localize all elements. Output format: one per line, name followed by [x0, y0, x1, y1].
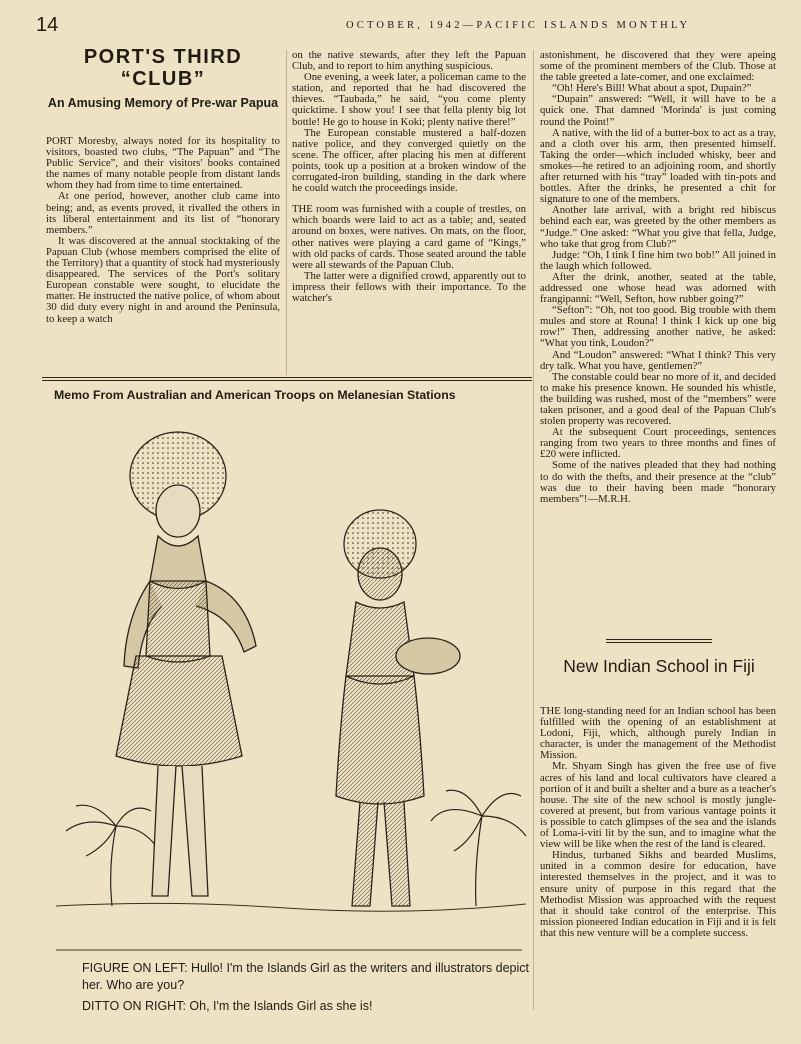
paragraph: Judge: “Oh, I tink I fine him two bob!” All joined in the laugh which followed.: [540, 248, 776, 272]
paragraph: It was discovered at the annual stocktaking of the Papuan Club (whose members comprised the elite of the Territory) that a quantity of stock had mysteriously disappeared. The services of the Port's solitary European constable were sought, to elucidate the matter. He instructed the native police, of whom about 30 did duty every night in and around the Peninsula, to keep a watch: [46, 234, 280, 325]
paragraph: The European constable mustered a half-dozen native police, and they converged quietly on the scene. The officer, after placing his men at different points, took up a position at a broken window of the corrugated-iron building, standing in the dark where he could watch the proceedings inside.: [292, 126, 526, 195]
paragraph: And “Loudon” answered: “What I think? This very dry talk. What you have, gentlemen?”: [540, 348, 776, 372]
article2-column: [540, 706, 776, 1018]
article-divider: [606, 642, 712, 643]
paragraph: THE long-standing need for an Indian school has been fulfilled with the opening of an establishment at Lodoni, Fiji, which, although purely Indian in character, is under the management of the Methodist Mission.: [540, 705, 776, 762]
paragraph: PORT Moresby, always noted for its hospitality to visitors, boasted two clubs, “The Papuan” and “The Public Service”, and their visitors' books contained the names of many notable people from distant lands whom they had from time to time entertained.: [46, 135, 280, 192]
caption-right-figure: DITTO ON RIGHT: Oh, I'm the Islands Girl as she is!: [82, 999, 373, 1013]
article1-column-2: [292, 50, 526, 368]
article-subtitle-papua: An Amusing Memory of Pre-war Papua: [47, 96, 279, 110]
paragraph: After the drink, another, seated at the table, addressed one whose head was adorned with frangipanni: “Well, Sefton, how rubber going?”: [540, 270, 776, 306]
article1-column-3: [540, 50, 776, 636]
paragraph: Mr. Shyam Singh has given the free use of five acres of his land and local cultivators have cleared a portion of it and built a shelter and a bure as a teacher's house. The site of the new school is mostly jungle-covered at present, but from various vantage points it is possible to catch glimpses of the sea and the islands of Loma-i-viti lit by the sun, and to imagine what the view will be like when the rest of the land is cleared.: [540, 760, 776, 851]
figure-right-islands-girl: [336, 510, 460, 906]
paragraph: Hindus, turbaned Sikhs and bearded Muslims, united in a common desire for education, have interested themselves in the project, and it was to ensure unity of purpose in this regard that the Methodist Mission was approached with the request that it should take control of the enterprise. This mission pioneered Indian education in Fiji and it is felt that this new venture will be a complete success.: [540, 849, 776, 939]
article-title-port-club: PORT'S THIRD “CLUB”: [83, 46, 243, 90]
islands-girls-illustration: [46, 406, 532, 952]
paragraph: A native, with the lid of a butter-box to act as a tray, and a cloth over his arm, then presented himself. Taking the order—which included whisky, beer and smokes—he retired to an adjoining room, and shortly after returned with his “tray” loaded with tin-pots and bottles. After the drinks, he presented a chit for signature to one of the members.: [540, 126, 776, 206]
paragraph: “Dupain” answered: “Well, it will have to be a quick one. That damned 'Morinda' is just coming round the Point!”: [540, 93, 776, 128]
paragraph: THE room was furnished with a couple of trestles, on which boards were laid to act as a table; and, seated around on boxes, were natives. On mats, on the floor, other natives were playing a card game of “Kings,” with old packs of cards. Those seated around the table were all stewards of the Papuan Club.: [292, 203, 526, 271]
paragraph: At the subsequent Court proceedings, sentences ranging from two years to three months and fines of £20 were inflicted.: [540, 426, 776, 461]
paragraph: astonishment, he discovered that they were apeing some of the prominent members of the Club. Those at the table greeted a late-comer, and one exclaimed:: [540, 49, 776, 84]
paragraph: One evening, a week later, a policeman came to the station, and reported that he had discovered the thieves. “Taubada,” he said, “you come plenty quicktime. I show you! I see that fella plenty big lot bottle! He go to house in Koki; plenty native there!”: [292, 71, 526, 128]
article-title-indian-school: New Indian School in Fiji: [563, 656, 755, 676]
section-rule: [42, 377, 532, 378]
column-divider: [533, 50, 534, 1010]
section-rule: [42, 380, 532, 381]
paragraph: Another late arrival, with a bright red hibiscus behind each ear, was greeted by the other members as “Judge.” One asked: “What you give that fella, Judge, who take that grog from Club?”: [540, 204, 776, 250]
figure-left-islands-girl: [116, 432, 256, 896]
palm-tree-left: [66, 805, 156, 906]
paragraph: Some of the natives pleaded that they had nothing to do with the thefts, and their presence at the “club” was due to their having been made “honorary members”!—M.R.H.: [540, 459, 776, 505]
paragraph: The constable could bear no more of it, and decided to make his presence known. He sounded his whistle, the building was rushed, most of the “members” were taken prisoner, and a good deal of the Papuan Club's stolen property was recovered.: [540, 370, 776, 428]
palm-tree-right: [431, 790, 526, 906]
paragraph: The latter were a dignified crowd, apparently out to impress their fellows with their importance. To the watcher's: [292, 269, 526, 304]
running-head: OCTOBER, 1942—PACIFIC ISLANDS MONTHLY: [346, 20, 691, 31]
article-divider: [606, 639, 712, 640]
column-divider: [286, 50, 287, 375]
page-number: 14: [36, 14, 59, 36]
paragraph: At one period, however, another club came into being; and, as events proved, it rivalled the others in its liberal entertainment and its list of “honorary members.”: [46, 190, 280, 236]
article1-column-1: [46, 136, 280, 378]
memo-title: Memo From Australian and American Troops on Melanesian Stations: [54, 388, 456, 402]
paragraph: “Oh! Here's Bill! What about a spot, Dupain?”: [552, 82, 752, 95]
paragraph: on the native stewards, after they left the Papuan Club, and to report to him anything suspicious.: [292, 49, 526, 73]
caption-left-figure: FIGURE ON LEFT: Hullo! I'm the Islands Girl as the writers and illustrators depict her. Who are you?: [82, 961, 529, 992]
page-header: [36, 14, 776, 38]
paragraph: “Sefton”: “Oh, not too good. Big trouble with them mules and store at Rouna! I think I kick up one big row!” Then, addressing another native, he asked: “What you tink, Loudon?”: [540, 304, 776, 350]
